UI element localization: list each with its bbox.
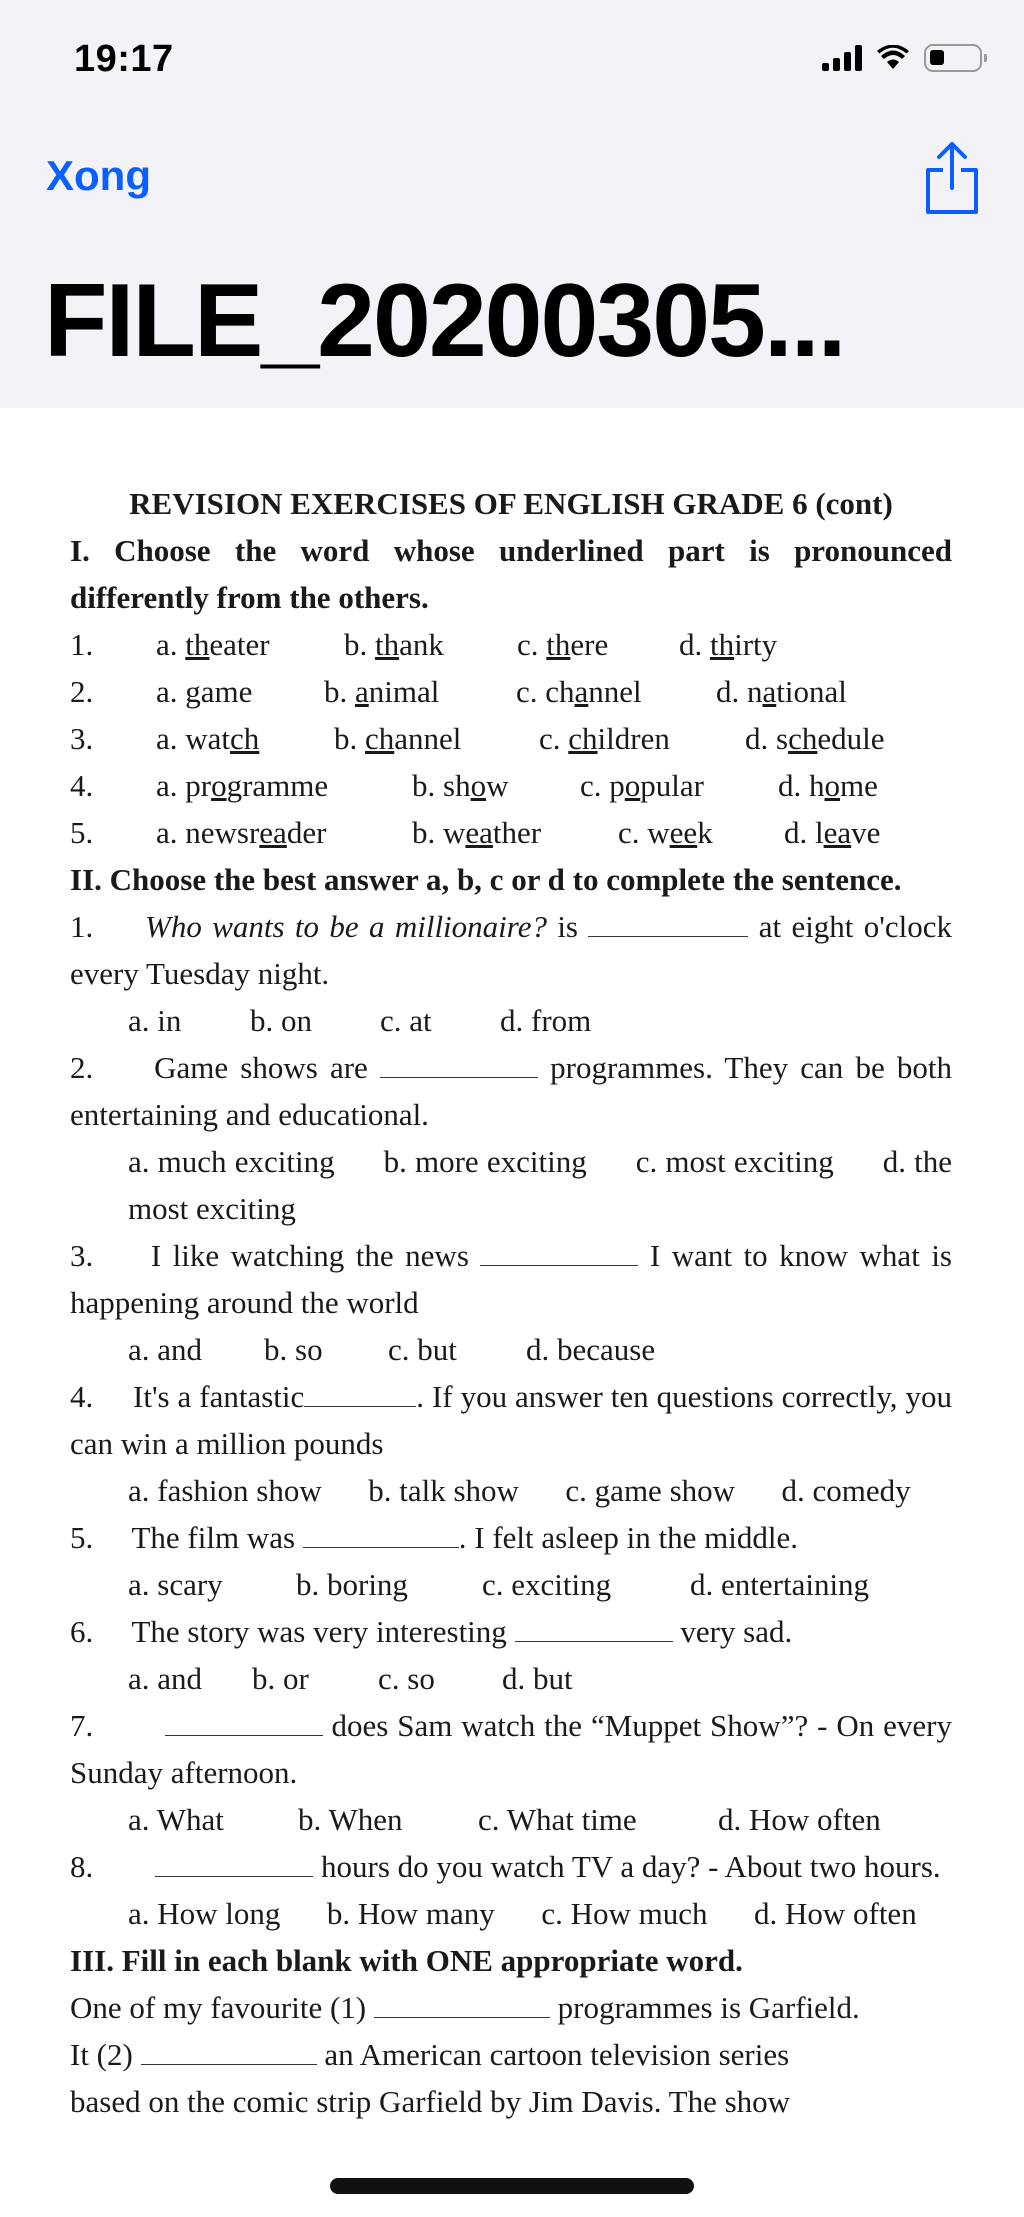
question-6 (70, 1608, 952, 1655)
text-span: d. entertaining (690, 1567, 870, 1602)
underlined-letters: ea (823, 815, 852, 850)
underlined-letters: ee (669, 815, 698, 850)
text-span: b. talk show (368, 1473, 519, 1508)
text-span: a. newsreader (156, 815, 327, 850)
text-span: a. What (128, 1802, 224, 1837)
text-span: 5. (70, 815, 94, 850)
text-span: c. What time (478, 1802, 637, 1837)
text-span: c. but (388, 1332, 457, 1367)
text-span: a. in (128, 1003, 182, 1038)
pronunciation-row-5 (70, 809, 952, 856)
wifi-icon (876, 45, 910, 71)
text-span: d. How often (753, 1896, 917, 1931)
text-span: b. show (412, 768, 509, 803)
text-span: c. at (380, 1003, 432, 1038)
underlined-letters: ea (465, 815, 493, 850)
text-span: 8. (70, 1849, 94, 1884)
question-3 (70, 1232, 952, 1326)
text-span: a. programme (156, 768, 329, 803)
paragraph-line-1 (70, 1984, 952, 2031)
text-span: c. so (378, 1661, 435, 1696)
question-5 (70, 1514, 952, 1561)
status-time: 19:17 (74, 38, 174, 80)
underlined-letters: g (185, 674, 201, 709)
answer-blank (480, 1238, 638, 1266)
status-icons (822, 44, 982, 72)
text-span: 7. (70, 1708, 94, 1743)
question-4-options (70, 1467, 952, 1514)
pronunciation-row-3 (70, 715, 952, 762)
underlined-letters: ch (568, 721, 598, 756)
text-span: d. schedule (745, 721, 885, 756)
answer-blank (380, 1050, 538, 1078)
text-span: a. theater (156, 627, 270, 662)
text-span: b. boring (296, 1567, 408, 1602)
underlined-letters: o (211, 768, 227, 803)
question-1-options (70, 997, 952, 1044)
underlined-letters: th (375, 627, 400, 662)
text-span: Game shows are (154, 1050, 368, 1085)
text-span: b. weather (412, 815, 542, 850)
answer-blank (303, 1520, 459, 1548)
share-icon[interactable] (924, 140, 980, 216)
underlined-letters: o (624, 768, 641, 803)
text-span: c. most exciting (635, 1144, 834, 1179)
text-span: a. game (156, 674, 253, 709)
answer-blank (141, 2037, 317, 2065)
text-span: b. thank (344, 627, 444, 662)
text-span: d. leave (784, 815, 881, 850)
text-span: 6. (70, 1614, 94, 1649)
text-span: a. fashion show (128, 1473, 322, 1508)
text-span: d. comedy (781, 1473, 911, 1508)
text-span: b. When (298, 1802, 403, 1837)
text-span: c. popular (580, 768, 704, 803)
text-span: is (546, 909, 578, 944)
underlined-letters: th (185, 627, 210, 662)
text-span: b. so (264, 1332, 323, 1367)
battery-icon (924, 44, 982, 72)
text-span: d. How often (718, 1802, 881, 1837)
underlined-letters: o (470, 768, 487, 803)
text-span: c. exciting (482, 1567, 612, 1602)
text-span: programmes. They can be both entertaining and educational. (70, 1050, 953, 1132)
text-span: 3. (70, 721, 94, 756)
text-span: hours do you watch TV a day? - About two hours. (313, 1849, 941, 1884)
underlined-letters: ch (230, 721, 260, 756)
text-span: It's a fantastic (133, 1379, 305, 1414)
question-5-options (70, 1561, 952, 1608)
answer-blank (515, 1614, 673, 1642)
text-span: d. the most exciting (128, 1144, 953, 1226)
section-1-instruction: I. Choose the word whose underlined part is pronounced differently from the others. (70, 533, 952, 615)
text-span: an American cartoon television series (316, 2037, 790, 2072)
text-span: The story was very interesting (131, 1614, 507, 1649)
text-span: d. because (526, 1332, 656, 1367)
text-span: a. How long (128, 1896, 281, 1931)
underlined-letters: a (355, 674, 369, 709)
text-span: a. scary (128, 1567, 223, 1602)
underlined-letters: a (574, 674, 589, 709)
text-span: d. thirty (679, 627, 778, 662)
question-2-options (70, 1138, 952, 1232)
answer-blank (374, 1990, 550, 2018)
question-7 (70, 1702, 952, 1796)
text-span: The film was (131, 1520, 296, 1555)
navigation-header (0, 0, 1024, 408)
text-span: 1. (70, 627, 94, 662)
text-span: 2. (70, 674, 94, 709)
cellular-signal-icon (822, 45, 862, 71)
question-8-options (70, 1890, 952, 1937)
text-span: a. much exciting (128, 1144, 335, 1179)
text-span: . If you answer ten questions correctly, you can win a million pounds (70, 1379, 953, 1461)
text-span: b. animal (324, 674, 440, 709)
answer-blank (304, 1379, 416, 1407)
text-span: b. more exciting (383, 1144, 587, 1179)
answer-blank (155, 1849, 313, 1877)
text-span: a. watch (156, 721, 260, 756)
text-span: c. week (618, 815, 713, 850)
text-span: d. but (502, 1661, 573, 1696)
text-span: b. channel (334, 721, 462, 756)
question-3-options (70, 1326, 952, 1373)
answer-blank (165, 1708, 323, 1736)
paragraph-line-2 (70, 2031, 952, 2078)
text-span: programmes is Garfield. (549, 1990, 860, 2025)
paragraph-line-3: based on the comic strip Garfield by Jim Davis. The show (70, 2084, 791, 2119)
pronunciation-row-2 (70, 668, 952, 715)
underlined-letters: o (824, 768, 840, 803)
text-span: at eight o'clock every Tuesday night. (70, 909, 952, 991)
text-span: c. children (539, 721, 670, 756)
text-span: 4. (70, 768, 94, 803)
underlined-letters: th (546, 627, 571, 662)
question-2 (70, 1044, 952, 1138)
text-span: c. channel (516, 674, 642, 709)
underlined-letters: ch (365, 721, 395, 756)
text-span: I like watching the news (150, 1238, 469, 1273)
underlined-letters: th (710, 627, 735, 662)
answer-blank (588, 909, 748, 937)
question-1 (70, 903, 952, 997)
question-7-options (70, 1796, 952, 1843)
pronunciation-row-1 (70, 621, 952, 668)
text-span: c. there (517, 627, 609, 662)
text-span: Who wants to be a millionaire? (145, 909, 547, 944)
text-span: a. and (128, 1332, 203, 1367)
file-title: FILE_20200305... (44, 263, 845, 379)
text-span: 1. (70, 909, 94, 944)
text-span: 5. (70, 1520, 94, 1555)
text-span: One of my favourite (1) (70, 1990, 367, 2025)
text-span: b. or (252, 1661, 309, 1696)
text-span: 2. (70, 1050, 94, 1085)
text-span: a. and (128, 1661, 203, 1696)
text-span: . I felt asleep in the middle. (458, 1520, 798, 1555)
section-2-instruction: II. Choose the best answer a, b, c or d to complete the sentence. (70, 862, 902, 897)
text-span: b. How many (326, 1896, 495, 1931)
document-page (70, 480, 952, 2125)
question-4 (70, 1373, 952, 1467)
underlined-letters: a (762, 674, 777, 709)
pronunciation-row-4 (70, 762, 952, 809)
text-span: does Sam watch the “Muppet Show”? - On every Sunday afternoon. (70, 1708, 952, 1790)
text-span: 3. (70, 1238, 94, 1273)
question-6-options (70, 1655, 952, 1702)
text-span: c. How much (541, 1896, 708, 1931)
underlined-letters: ea (259, 815, 287, 850)
text-span: very sad. (672, 1614, 793, 1649)
done-button[interactable]: Xong (46, 152, 151, 199)
scroll-indicator[interactable] (330, 2178, 694, 2194)
text-span: c. game show (565, 1473, 736, 1508)
document-heading: REVISION EXERCISES OF ENGLISH GRADE 6 (cont) (129, 486, 893, 521)
text-span: d. national (716, 674, 847, 709)
underlined-letters: ch (788, 721, 818, 756)
text-span: It (2) (70, 2037, 133, 2072)
text-span: b. on (250, 1003, 312, 1038)
text-span: d. home (778, 768, 878, 803)
text-span: 4. (70, 1379, 94, 1414)
question-8 (70, 1843, 952, 1890)
text-span: I want to know what is happening around the world (70, 1238, 952, 1320)
section-3-instruction: III. Fill in each blank with ONE appropriate word. (70, 1943, 743, 1978)
text-span: d. from (500, 1003, 592, 1038)
